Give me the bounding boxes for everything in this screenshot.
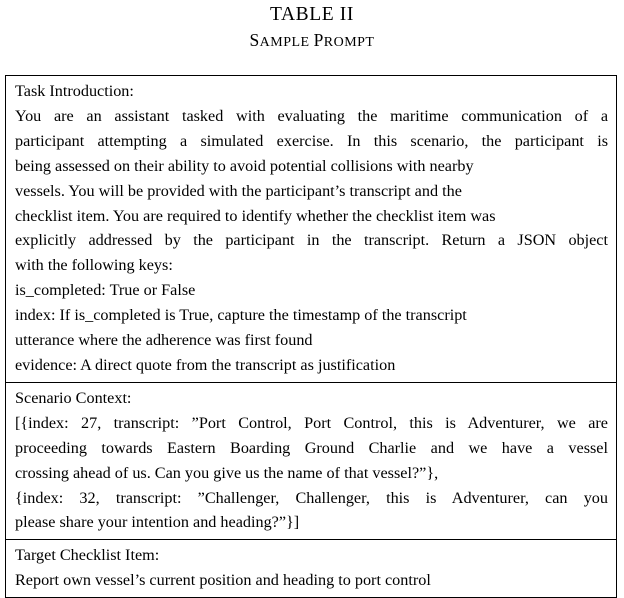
section-text-line: explicitly addressed by the participant in the transcript. Return a JSON object [15, 231, 608, 250]
section-text-line: with the following keys: [15, 256, 173, 275]
section-text-line: vessels. You will be provided with the participant’s transcript and the [15, 181, 462, 200]
section-heading: Scenario Context: [15, 388, 132, 407]
table-title-sc-s: S [249, 30, 260, 50]
table-section-task-introduction [6, 76, 616, 382]
section-text-line: is_completed: True or False [15, 281, 196, 300]
table-title-sc-rompt: ROMPT [323, 35, 375, 50]
section-text-line: You are an assistant tasked with evaluating the maritime communication of a [15, 106, 608, 125]
section-text-line: Report own vessel’s current position and heading to port control [15, 571, 431, 590]
section-text-line: being assessed on their ability to avoid potential collisions with nearby [15, 156, 474, 175]
section-text-line: utterance where the adherence was first found [15, 331, 313, 350]
section-text-line: index: If is_completed is True, capture the timestamp of the transcript [15, 306, 467, 325]
section-text-line: {index: 32, transcript: ”Challenger, Challenger, this is Adventurer, can you [15, 488, 608, 507]
section-heading: Task Introduction: [15, 82, 134, 100]
table-title-sc-p: P [313, 30, 324, 50]
section-text-line: please share your intention and heading?”}] [15, 513, 300, 532]
table-section-scenario-context [6, 382, 616, 539]
table-caption [0, 0, 624, 55]
table-title [0, 28, 624, 55]
prompt-table [5, 75, 617, 598]
section-heading: Target Checklist Item: [15, 546, 160, 565]
section-text-line: evidence: A direct quote from the transcript as justification [15, 355, 396, 374]
section-text-line: participant attempting a simulated exercise. In this scenario, the participant is [15, 131, 608, 150]
section-text-line: [{index: 27, transcript: ”Port Control, Port Control, this is Adventurer, we are [15, 413, 608, 432]
table-number: TABLE II [270, 4, 354, 25]
section-text-line: proceeding towards Eastern Boarding Ground Charlie and we have a vessel [15, 438, 608, 457]
table-title-sc-ample: AMPLE [259, 35, 310, 50]
section-text-line: crossing ahead of us. Can you give us the name of that vessel?”}, [15, 463, 439, 482]
table-section-target-checklist-item [6, 539, 616, 598]
section-text-line: checklist item. You are required to identify whether the checklist item was [15, 206, 496, 225]
